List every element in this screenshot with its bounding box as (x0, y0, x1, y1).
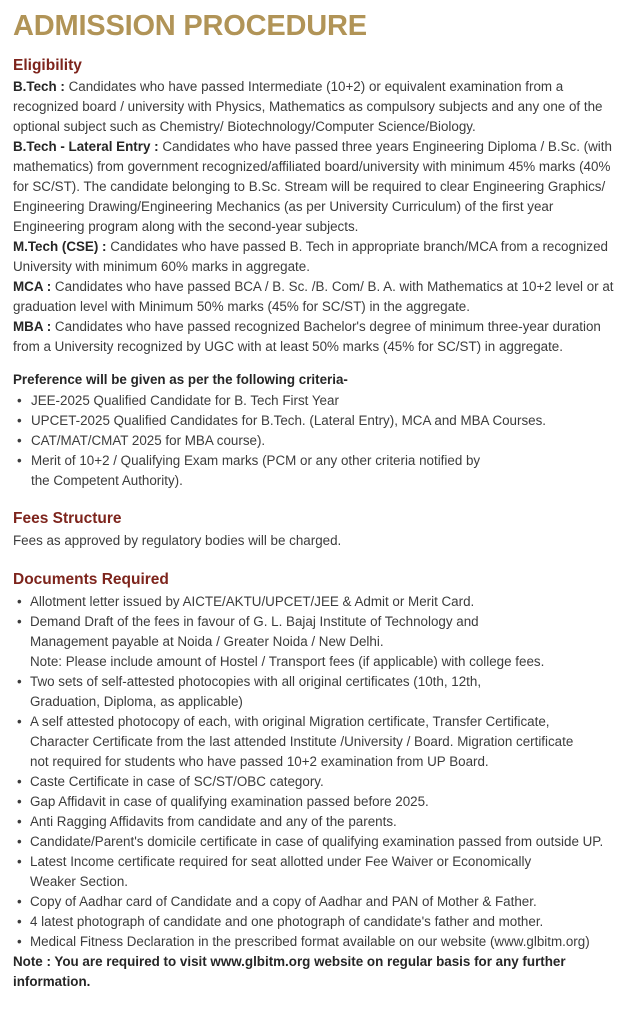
list-item-text: CAT/MAT/CMAT 2025 for MBA course). (31, 433, 266, 449)
preference-heading: Preference will be given as per the following criteria- (13, 372, 348, 388)
list-item (13, 431, 625, 451)
bullet-icon: • (17, 433, 22, 449)
list-item-text: Gap Affidavit in case of qualifying examination passed before 2025. (30, 793, 429, 809)
list-item (13, 852, 625, 892)
eligibility-text-mca: Candidates who have passed BCA / B. Sc. /B. Com/ B. A. with Mathematics at 10+2 level or at graduation level with Minimum 50% marks (45% for SC/ST) in the aggregate. (13, 279, 614, 315)
eligibility-entry-btech (13, 77, 625, 137)
bullet-icon: • (17, 673, 22, 689)
documents-list (13, 592, 625, 952)
eligibility-entry-mca (13, 277, 625, 317)
list-item (13, 832, 625, 852)
list-item (13, 812, 625, 832)
list-item (13, 792, 625, 812)
bullet-icon: • (17, 713, 22, 729)
eligibility-text-mtech: Candidates who have passed B. Tech in appropriate branch/MCA from a recognized University with minimum 60% marks in aggregate. (13, 239, 608, 275)
list-item (13, 712, 625, 772)
bullet-icon: • (17, 773, 22, 789)
eligibility-label-mca: MCA : (13, 279, 52, 295)
list-item (13, 932, 625, 952)
eligibility-text-btech-lateral: Candidates who have passed three years Engineering Diploma / B.Sc. (with mathematics) from government recognized/affiliated board/university with minimum 45% marks (40% for SC/ST). The candidate belonging to B.Sc. Stream will be required to clear Engineering Graphics/ Engineering Drawing/Engineering Mechanics (as per University Curriculum) of the first year Engineering program along with the second-year subjects. (13, 139, 612, 235)
list-item-text: Latest Income certificate required for seat allotted under Fee Waiver or Economically (30, 853, 532, 869)
list-item-text-cont: Management payable at Noida / Greater Noida / New Delhi. (30, 633, 384, 649)
list-item-text: Medical Fitness Declaration in the prescribed format available on our website (www.glbitm.org) (30, 933, 590, 949)
list-item-text: Merit of 10+2 / Qualifying Exam marks (PCM or any other criteria notified by (31, 453, 481, 469)
bullet-icon: • (17, 833, 22, 849)
list-item-text: Allotment letter issued by AICTE/AKTU/UPCET/JEE & Admit or Merit Card. (30, 593, 475, 609)
eligibility-text-btech: Candidates who have passed Intermediate (10+2) or equivalent examination from a recognized board / university with Physics, Mathematics as compulsory subjects and any one of the optional subject such as Chemistry/ Biotechnology/Computer Science/Biology. (13, 79, 603, 135)
list-item-text-cont: Weaker Section. (30, 873, 128, 889)
list-item-text: A self attested photocopy of each, with original Migration certificate, Transfer Certificate, (30, 713, 550, 729)
bullet-icon: • (17, 933, 22, 949)
list-item-text-cont: the Competent Authority). (31, 473, 183, 489)
list-item-text: 4 latest photograph of candidate and one photograph of candidate's father and mother. (30, 913, 544, 929)
eligibility-label-btech: B.Tech : (13, 79, 65, 95)
eligibility-label-mtech: M.Tech (CSE) : (13, 239, 107, 255)
list-item (13, 892, 625, 912)
bullet-icon: • (17, 613, 22, 629)
list-item (13, 672, 625, 712)
list-item (13, 592, 625, 612)
bullet-icon: • (17, 453, 22, 469)
list-item-text: Caste Certificate in case of SC/ST/OBC category. (30, 773, 324, 789)
list-item (13, 912, 625, 932)
spacer (13, 357, 625, 370)
eligibility-label-btech-lateral: B.Tech - Lateral Entry : (13, 139, 159, 155)
list-item (13, 391, 625, 411)
preference-list (13, 391, 625, 491)
bullet-icon: • (17, 793, 22, 809)
list-item-text: Demand Draft of the fees in favour of G. L. Bajaj Institute of Technology and (30, 613, 479, 629)
list-item-text-cont: Character Certificate from the last attended Institute /University / Board. Migration certificate (30, 733, 574, 749)
list-item (13, 612, 625, 672)
bullet-icon: • (17, 913, 22, 929)
fees-structure-text: Fees as approved by regulatory bodies will be charged. (13, 533, 342, 549)
eligibility-entry-mtech (13, 237, 625, 277)
eligibility-entry-mba (13, 317, 625, 357)
section-heading-eligibility: Eligibility (13, 56, 82, 74)
list-item-text: JEE-2025 Qualified Candidate for B. Tech First Year (31, 393, 339, 409)
bullet-icon: • (17, 413, 22, 429)
section-heading-fees-structure: Fees Structure (13, 510, 122, 528)
list-item-text-cont: Graduation, Diploma, as applicable) (30, 693, 243, 709)
list-item-text: UPCET-2025 Qualified Candidates for B.Tech. (Lateral Entry), MCA and MBA Courses. (31, 413, 547, 429)
eligibility-text-mba: Candidates who have passed recognized Bachelor's degree of minimum three-year duration from a University recognized by UGC with at least 50% marks (45% for SC/ST) in aggregate. (13, 319, 601, 355)
closing-note: Note : You are required to visit www.glbitm.org website on regular basis for any further information. (13, 953, 566, 989)
list-item-text: Candidate/Parent's domicile certificate in case of qualifying examination passed from outside UP. (30, 833, 604, 849)
page-title: ADMISSION PROCEDURE (13, 10, 367, 42)
eligibility-entry-btech-lateral (13, 137, 625, 237)
list-item-text: Two sets of self-attested photocopies with all original certificates (10th, 12th, (30, 673, 482, 689)
eligibility-label-mba: MBA : (13, 319, 52, 335)
bullet-icon: • (17, 893, 22, 909)
list-item-text-cont2: not required for students who have passed 10+2 examination from UP Board. (30, 753, 489, 769)
bullet-icon: • (17, 393, 22, 409)
list-item (13, 772, 625, 792)
list-item-text-note: Note: Please include amount of Hostel / Transport fees (if applicable) with college fees. (30, 653, 545, 669)
bullet-icon: • (17, 593, 22, 609)
spacer (13, 491, 625, 510)
list-item-text: Copy of Aadhar card of Candidate and a copy of Aadhar and PAN of Mother & Father. (30, 893, 537, 909)
list-item (13, 411, 625, 431)
bullet-icon: • (17, 813, 22, 829)
section-heading-documents-required: Documents Required (13, 571, 169, 589)
list-item-text: Anti Ragging Affidavits from candidate and any of the parents. (30, 813, 397, 829)
list-item (13, 451, 625, 491)
bullet-icon: • (17, 853, 22, 869)
